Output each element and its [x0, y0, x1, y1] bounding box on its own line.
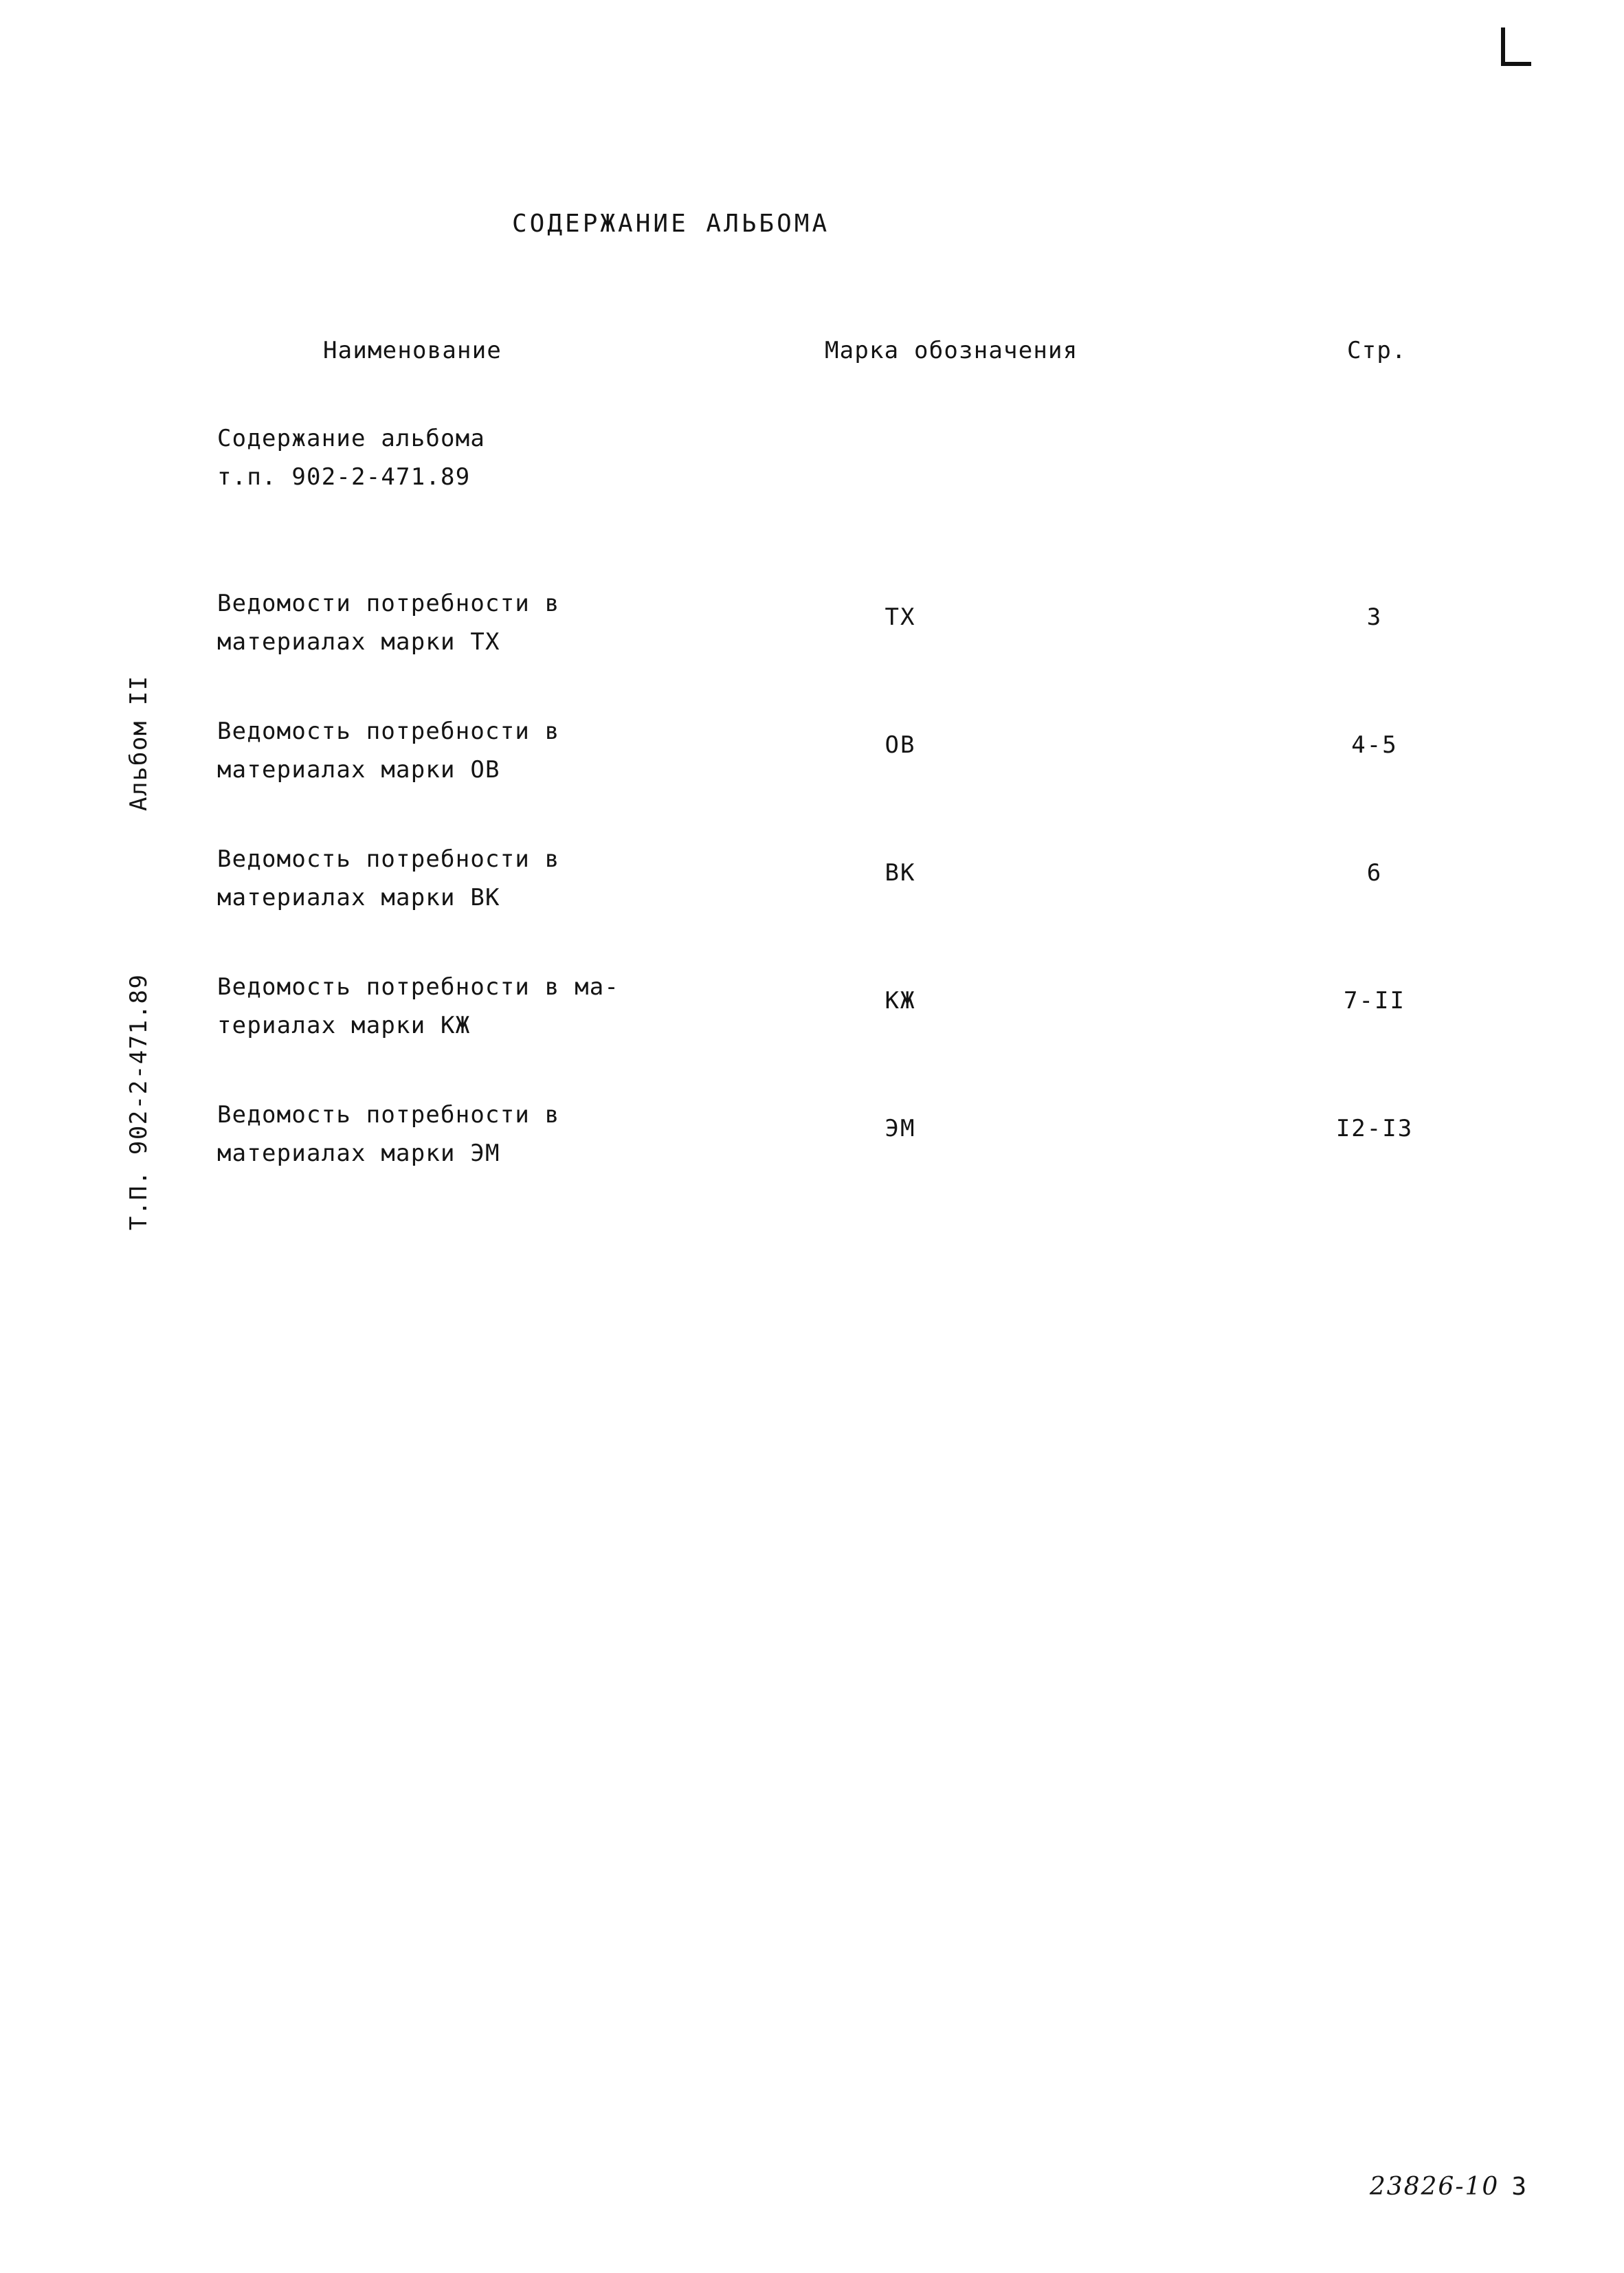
cell-mark: ЭМ [885, 1115, 916, 1142]
side-stamp-album: Альбом II [125, 675, 153, 811]
column-header-page: Стр. [1347, 337, 1624, 2273]
column-header-name: Наименование [323, 337, 502, 364]
cell-mark: КЖ [885, 987, 916, 1014]
footer-archive-code [1370, 2173, 1528, 2201]
album-contents-subtitle-line1: Содержание альбома [217, 425, 486, 452]
table-row [206, 1096, 1484, 1223]
cell-mark: ВК [885, 859, 916, 887]
cell-name-line2: материалах марки ОВ [217, 756, 500, 784]
corner-registration-mark [1501, 27, 1531, 66]
table-row [206, 840, 1484, 968]
cell-mark: ОВ [885, 731, 916, 759]
cell-name-line1: Ведомость потребности в [217, 718, 560, 745]
cell-page: 7-II [1344, 987, 1405, 1014]
column-header-mark: Марка обозначения [825, 337, 1078, 364]
cell-name-line2: материалах марки ВК [217, 884, 500, 911]
cell-name-line1: Ведомость потребности в [217, 845, 560, 873]
cell-name-line2: материалах марки ТХ [217, 628, 500, 656]
table-row [206, 584, 1484, 712]
album-contents-subtitle-line2: т.п. 902-2-471.89 [217, 463, 471, 491]
cell-mark: ТХ [885, 603, 916, 631]
cell-name [217, 840, 794, 917]
cell-page: I2-I3 [1335, 1115, 1414, 1142]
table-row [206, 968, 1484, 1096]
cell-name [217, 968, 794, 1045]
cell-name-line1: Ведомость потребности в [217, 1101, 560, 1129]
page-title: СОДЕРЖАНИЕ АЛЬБОМА [512, 210, 830, 238]
album-contents-subtitle [217, 419, 485, 496]
cell-page: 6 [1366, 859, 1383, 887]
cell-name-line2: материалах марки ЭМ [217, 1140, 500, 1167]
cell-name [217, 1096, 794, 1173]
corner-mark-horizontal [1501, 62, 1531, 66]
cell-name [217, 584, 794, 661]
table-header-row [206, 337, 1484, 385]
cell-page: 4-5 [1351, 731, 1398, 759]
footer-code-value: 23826-10 [1369, 2173, 1500, 2201]
table-row [206, 712, 1484, 840]
footer-page-number: 3 [1511, 2173, 1528, 2201]
contents-table [206, 337, 1484, 1167]
side-stamp-project-code: Т.П. 902-2-471.89 [125, 973, 153, 1230]
table-body [206, 584, 1484, 1223]
cell-name-line1: Ведомости потребности в [217, 590, 560, 617]
cell-name-line1: Ведомость потребности в ма- [217, 973, 620, 1001]
cell-name [217, 712, 794, 789]
cell-page: 3 [1366, 603, 1383, 631]
corner-mark-vertical [1501, 27, 1505, 66]
cell-name-line2: териалах марки КЖ [217, 1012, 471, 1039]
